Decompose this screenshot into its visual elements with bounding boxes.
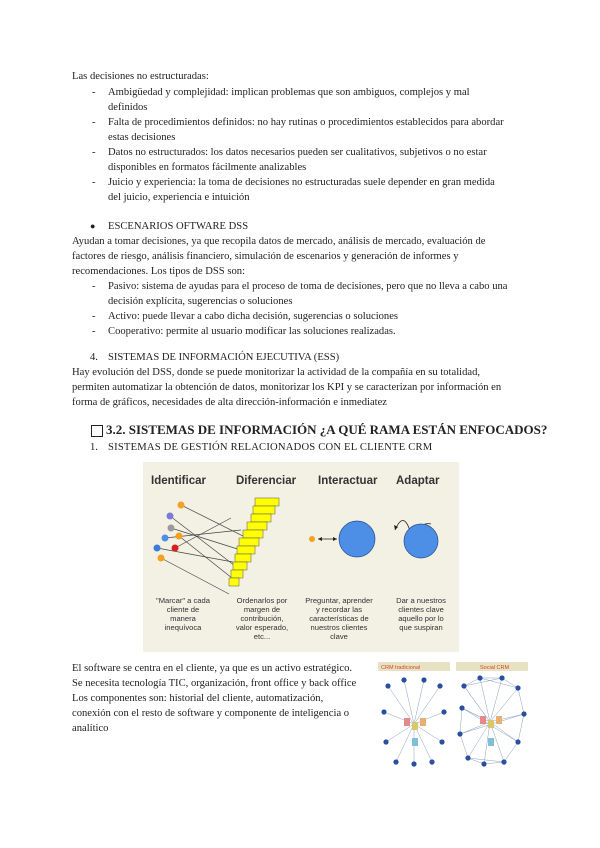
stage-label: Adaptar xyxy=(396,475,440,487)
caption-line: inequívoca xyxy=(164,623,202,632)
dss-type: Cooperativo: permite al usuario modificar las soluciones realizadas. xyxy=(108,326,396,337)
crm-node xyxy=(420,718,426,726)
client-dot xyxy=(168,525,175,532)
list-item-cont: definidos xyxy=(108,102,148,113)
caption-line: Ordenarlos por xyxy=(236,596,288,605)
dss-para: Ayudan a tomar decisiones, ya que recopila datos de mercado, análisis de mercado, evaluación de xyxy=(72,236,486,247)
caption-line: Preguntar, aprender xyxy=(305,596,373,605)
list-item: Falta de procedimientos definidos: no hay rutinas o procedimientos establecidos para abordar xyxy=(108,117,504,128)
bullet-icon: ● xyxy=(90,221,96,231)
stage-label: Identificar xyxy=(151,475,206,487)
crm-text: El software se centra en el cliente, ya que es un activo estratégico. xyxy=(72,663,353,674)
dss-para: recomendaciones. Los tipos de DSS son: xyxy=(72,266,246,277)
list-item-cont: disponibles en formatos fácilmente analizables xyxy=(108,162,307,173)
stage-label: Interactuar xyxy=(318,475,378,487)
client-dot xyxy=(162,535,169,542)
crm-number: 1. xyxy=(90,442,98,453)
list-item: Ambigüedad y complejidad: implican problemas que son ambiguos, complejos y mal xyxy=(108,87,470,98)
client-dot xyxy=(154,545,161,552)
dss-para: factores de riesgo, análisis financiero, simulación de escenarios y generación de informes y xyxy=(72,251,459,262)
list-dash: - xyxy=(92,117,96,128)
caption-line: clientes clave xyxy=(398,605,444,614)
list-item: Datos no estructurados: los datos necesarios pueden ser cualitativos, subjetivos o no estar xyxy=(108,147,487,158)
list-item-cont: del juicio, experiencia e intuición xyxy=(108,192,250,203)
diagram-label-left: CRM tradicional xyxy=(381,665,421,671)
client-dot xyxy=(172,545,179,552)
list-item-cont: estas decisiones xyxy=(108,132,176,143)
caption-line: valor esperado, xyxy=(235,623,289,632)
caption-line: "Marcar" a cada xyxy=(156,596,210,605)
intro-text: Las decisiones no estructuradas: xyxy=(72,71,209,82)
list-dash: - xyxy=(92,147,96,158)
caption-line: nuestros clientes xyxy=(310,623,368,632)
ess-para: forma de gráficos, necesidades de alta dirección-información e inmediatez xyxy=(72,397,388,408)
ess-para: permiten automatizar la obtención de datos, monitorizar los KPI y se caracterizan por información en xyxy=(72,382,502,393)
client-dot xyxy=(167,513,174,520)
client-dot xyxy=(158,555,165,562)
client-dot xyxy=(178,502,185,509)
crm-subtitle: SISTEMAS DE GESTIÓN RELACIONADOS CON EL CLIENTE CRM xyxy=(108,442,433,453)
client-dot xyxy=(176,533,183,540)
caption-line: Dar a nuestros xyxy=(396,596,446,605)
crm-node xyxy=(496,716,502,724)
dss-type: Activo: puede llevar a cabo dicha decisión, sugerencias o soluciones xyxy=(108,311,399,322)
crm-node xyxy=(480,716,486,724)
diagram-label-right: Social CRM xyxy=(480,665,510,671)
crm-text: Se necesita tecnología TIC, organización, front office y back office xyxy=(72,678,357,689)
caption-line: clave xyxy=(330,632,348,641)
crm-network-diagram xyxy=(378,662,528,774)
caption-line: manera xyxy=(170,614,196,623)
dss-type: Pasivo: sistema de ayudas para el proceso de toma de decisiones, pero que no lleva a cabo una xyxy=(108,281,508,292)
crm-node xyxy=(404,718,410,726)
crm-text: Los componentes son: historial del cliente, automatización, xyxy=(72,693,324,704)
crm-stages-figure xyxy=(143,462,459,652)
crm-node xyxy=(488,720,494,728)
caption-line: y recordar las xyxy=(315,605,363,614)
list-dash: - xyxy=(92,87,96,98)
ess-title: SISTEMAS DE INFORMACIÓN EJECUTIVA (ESS) xyxy=(108,352,340,363)
list-dash: - xyxy=(92,177,96,188)
caption-line: características de xyxy=(309,614,369,623)
list-dash: - xyxy=(92,326,96,337)
crm-node xyxy=(488,738,494,746)
checkbox-icon xyxy=(91,425,103,437)
crm-node xyxy=(412,738,418,746)
caption-line: cliente de xyxy=(166,605,200,614)
list-dash: - xyxy=(92,281,96,292)
list-dash: - xyxy=(92,311,96,322)
caption-line: contribución, xyxy=(240,614,284,623)
section-heading: 3.2. SISTEMAS DE INFORMACIÓN ¿A QUÉ RAMA ESTÁN ENFOCADOS? xyxy=(106,422,548,437)
crm-text: analítico xyxy=(72,723,109,734)
stage-label: Diferenciar xyxy=(236,475,297,487)
caption-line: aquello por lo xyxy=(398,614,444,623)
ess-number: 4. xyxy=(90,352,98,363)
list-item: Juicio y experiencia: la toma de decisiones no estructuradas suele depender en gran medida xyxy=(108,177,495,188)
caption-line: etc... xyxy=(253,632,271,641)
caption-line: margen de xyxy=(243,605,281,614)
crm-text: conexión con el resto de software y componente de inteligencia o xyxy=(72,708,350,719)
caption-line: que suspiran xyxy=(399,623,443,632)
crm-node xyxy=(412,722,418,730)
dss-type-cont: decisión explícita, sugerencias o soluciones xyxy=(108,296,293,307)
ess-para: Hay evolución del DSS, donde se puede monitorizar la actividad de la compañía en su totalidad, xyxy=(72,367,481,378)
dss-title: ESCENARIOS OFTWARE DSS xyxy=(108,221,249,232)
